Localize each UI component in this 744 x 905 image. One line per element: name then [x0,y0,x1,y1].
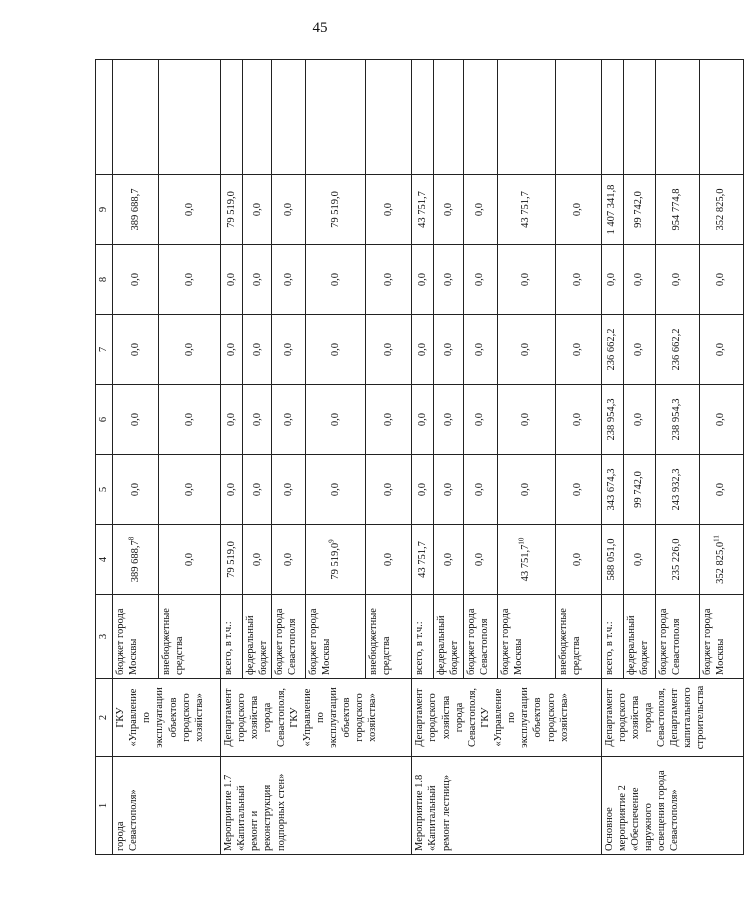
value-cell: 99 742,0 [623,175,655,245]
value-cell [601,525,623,595]
header-cell-3: 3 [96,595,113,679]
responsible-cell: Департамент городского хозяйства города Севастополя, ГКУ «Управление по эксплуатации объектов городского хозяйства» [412,679,601,757]
value-cell: 0,0 [412,385,434,455]
empty-cell [113,60,159,175]
value-cell: 0,0 [434,175,463,245]
value-cell: 0,0 [366,455,412,525]
rotated-table-container [95,60,727,855]
value-text: 0,0 [383,552,395,567]
funding-source-cell: федеральный бюджет [434,595,463,679]
header-cell-4: 4 [96,525,113,595]
value-cell: 0,0 [366,245,412,315]
value-cell [159,525,221,595]
activity-cell: Основное мероприятие 2 «Обеспечение наружного освещения города Севастополя» [601,757,743,855]
value-cell: 0,0 [272,455,306,525]
value-cell: 236 662,2 [601,315,623,385]
value-text: 0,0 [283,552,295,567]
header-cell-5: 5 [96,455,113,525]
empty-cell [463,60,497,175]
value-cell: 0,0 [699,455,743,525]
value-cell: 0,0 [272,175,306,245]
value-cell [113,525,159,595]
value-cell: 0,0 [243,385,272,455]
value-cell: 0,0 [243,315,272,385]
value-text: 588 051,0 [606,538,618,581]
value-cell: 0,0 [412,245,434,315]
header-cell-2: 2 [96,679,113,757]
value-cell: 0,0 [159,315,221,385]
funding-source-cell: всего, в т.ч.: [601,595,623,679]
value-cell: 0,0 [623,245,655,315]
value-text: 0,0 [183,552,195,567]
value-text: 0,0 [442,552,454,567]
value-cell [655,525,699,595]
value-cell: 0,0 [113,455,159,525]
value-cell: 0,0 [243,245,272,315]
table-row [601,60,623,855]
value-text: 0,0 [251,552,263,567]
table-body [113,60,744,855]
value-cell: 0,0 [412,455,434,525]
value-cell [699,525,743,595]
value-cell: 0,0 [221,385,243,455]
value-text: 0,0 [572,552,584,567]
value-cell: 0,0 [497,315,555,385]
value-cell [272,525,306,595]
empty-cell [306,60,366,175]
value-cell: 0,0 [463,385,497,455]
value-cell: 0,0 [366,385,412,455]
value-cell: 0,0 [555,385,601,455]
header-row [96,60,113,855]
value-cell: 0,0 [412,315,434,385]
funding-source-cell: федеральный бюджет [243,595,272,679]
value-cell: 0,0 [601,245,623,315]
value-cell: 236 662,2 [655,315,699,385]
value-cell: 954 774,8 [655,175,699,245]
empty-cell [221,60,243,175]
value-cell [243,525,272,595]
value-cell: 0,0 [623,385,655,455]
value-cell: 0,0 [463,315,497,385]
value-cell: 0,0 [497,385,555,455]
table-row [412,60,434,855]
footnote-marker: 10 [517,537,526,545]
value-cell: 0,0 [555,455,601,525]
empty-cell [412,60,434,175]
value-text: 389 688,7 [129,540,141,583]
page-number: 45 [312,20,328,36]
funding-source-cell: внебюджетные средства [159,595,221,679]
activity-cell: Мероприятие 1.7 «Капитальный ремонт и реконструкция подпорных стен» [221,757,412,855]
header-cell-6: 6 [96,385,113,455]
responsible-cell: Департамент городского хозяйства города Севастополя, Департамент капитального строительства [601,679,743,757]
activity-cell: Мероприятие 1.8 «Капитальный ремонт лестниц» [412,757,601,855]
footnote-marker: 11 [712,535,721,542]
value-cell: 0,0 [272,315,306,385]
value-cell: 0,0 [699,315,743,385]
responsible-cell: ГКУ «Управление по эксплуатации объектов городского хозяйства» [113,679,221,757]
value-cell: 0,0 [555,315,601,385]
value-cell: 0,0 [434,245,463,315]
value-cell: 0,0 [159,455,221,525]
budget-table [95,59,744,855]
value-cell [412,525,434,595]
header-cell-1: 1 [96,757,113,855]
value-cell: 0,0 [463,245,497,315]
value-cell: 238 954,3 [655,385,699,455]
value-cell: 1 407 341,8 [601,175,623,245]
value-text: 0,0 [633,552,645,567]
footnote-marker: 9 [327,539,336,543]
empty-cell [159,60,221,175]
table-row [221,60,243,855]
value-text: 43 751,7 [417,541,429,578]
value-cell: 0,0 [434,315,463,385]
empty-cell [434,60,463,175]
value-cell: 0,0 [272,385,306,455]
value-cell: 0,0 [221,245,243,315]
value-cell: 0,0 [497,455,555,525]
header-cell-7: 7 [96,315,113,385]
activity-cell: города Севастополя» [113,757,221,855]
value-cell: 0,0 [434,385,463,455]
value-cell: 0,0 [306,385,366,455]
empty-cell [699,60,743,175]
value-cell: 0,0 [434,455,463,525]
value-cell: 0,0 [159,385,221,455]
header-cell-9: 9 [96,175,113,245]
footnote-marker: 8 [127,536,136,541]
value-text: 0,0 [474,552,486,567]
value-cell: 0,0 [655,245,699,315]
value-cell: 0,0 [159,245,221,315]
value-cell: 79 519,0 [221,175,243,245]
value-cell [463,525,497,595]
value-cell: 0,0 [159,175,221,245]
funding-source-cell: федеральный бюджет [623,595,655,679]
funding-source-cell: всего, в т.ч.: [221,595,243,679]
value-cell: 0,0 [243,175,272,245]
value-cell: 43 751,7 [497,175,555,245]
value-cell [434,525,463,595]
value-cell: 43 751,7 [412,175,434,245]
funding-source-cell: внебюджетные средства [366,595,412,679]
value-cell: 0,0 [306,315,366,385]
value-cell [555,525,601,595]
value-text: 79 519,0 [225,541,237,578]
value-cell [221,525,243,595]
empty-cell [655,60,699,175]
funding-source-cell: бюджет города Севастополя [655,595,699,679]
value-cell: 0,0 [272,245,306,315]
value-cell: 238 954,3 [601,385,623,455]
funding-source-cell: всего, в т.ч.: [412,595,434,679]
empty-cell [555,60,601,175]
funding-source-cell: бюджет города Москвы [306,595,366,679]
value-cell [497,525,555,595]
value-cell [306,525,366,595]
empty-cell [623,60,655,175]
value-cell: 0,0 [221,455,243,525]
value-cell: 0,0 [699,385,743,455]
value-cell: 0,0 [113,315,159,385]
table-row [113,60,159,855]
value-cell: 0,0 [366,175,412,245]
value-text: 352 825,0 [715,541,727,584]
funding-source-cell: бюджет города Севастополя [463,595,497,679]
value-cell: 99 742,0 [623,455,655,525]
value-cell: 0,0 [113,245,159,315]
responsible-cell: Департамент городского хозяйства города Севастополя, ГКУ «Управление по эксплуатации объектов городского хозяйства» [221,679,412,757]
funding-source-cell: бюджет города Москвы [113,595,159,679]
value-cell [366,525,412,595]
empty-cell [243,60,272,175]
value-cell: 0,0 [623,315,655,385]
value-cell: 0,0 [243,455,272,525]
value-cell: 389 688,7 [113,175,159,245]
value-text: 235 226,0 [671,538,683,581]
value-cell: 0,0 [366,315,412,385]
value-cell: 0,0 [497,245,555,315]
funding-source-cell: бюджет города Севастополя [272,595,306,679]
value-cell: 352 825,0 [699,175,743,245]
funding-source-cell: внебюджетные средства [555,595,601,679]
value-cell: 0,0 [699,245,743,315]
value-cell: 243 932,3 [655,455,699,525]
value-cell: 0,0 [221,315,243,385]
header-cell-extra [96,60,113,175]
value-cell: 0,0 [463,175,497,245]
empty-cell [601,60,623,175]
value-cell: 343 674,3 [601,455,623,525]
header-cell-8: 8 [96,245,113,315]
value-text: 43 751,7 [520,544,532,582]
value-cell [623,525,655,595]
funding-source-cell: бюджет города Москвы [497,595,555,679]
value-cell: 0,0 [555,175,601,245]
empty-cell [366,60,412,175]
value-text: 79 519,0 [330,542,342,580]
empty-cell [272,60,306,175]
value-cell: 0,0 [463,455,497,525]
funding-source-cell: бюджет города Москвы [699,595,743,679]
value-cell: 0,0 [306,455,366,525]
empty-cell [497,60,555,175]
value-cell: 0,0 [306,245,366,315]
value-cell: 0,0 [555,245,601,315]
value-cell: 0,0 [113,385,159,455]
value-cell: 79 519,0 [306,175,366,245]
